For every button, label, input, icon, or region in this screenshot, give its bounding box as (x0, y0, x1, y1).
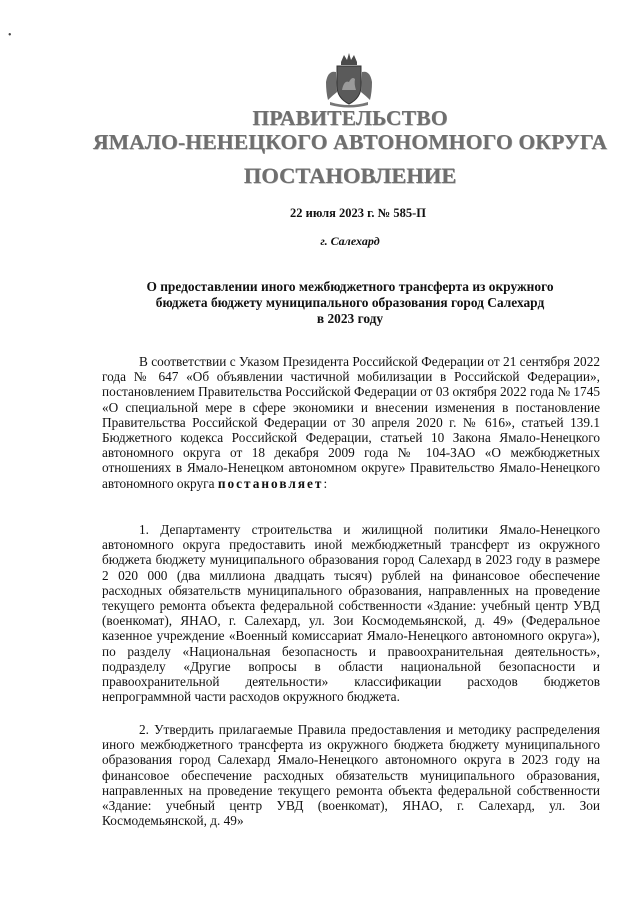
preamble-colon: : (323, 475, 328, 491)
clause-2-paragraph: 2. Утвердить прилагаемые Правила предоставления и методику распределения иного межбюджетного трансферта из окружного бюджета бюджету муниципального образования город Салехард Ямало-Ненецкого автономного округа в 2023 году на финансовое обеспечение расходных обязательств муниципального образования, направленных на проведение текущего ремонта объекта федеральной собственности «Здание: учебный центр УВД (военкомат), ЯНАО, г. Салехард, ул. Зои Космодемьянской, д. 49» (102, 722, 600, 829)
document-title-line1: О предоставлении иного межбюджетного трансферта из окружного (146, 279, 554, 294)
coat-of-arms-icon (322, 52, 376, 108)
government-title-line1: ПРАВИТЕЛЬСТВО (252, 106, 448, 130)
document-type-heading: ПОСТАНОВЛЕНИЕ (243, 163, 457, 188)
preamble-text: В соответствии с Указом Президента Российской Федерации от 21 сентября 2022 года № 647 «Об объявлении частичной мобилизации в Российской Федерации», постановлением Правительства Российской Федерации от 03 октября 2022 года № 1745 «О специальной мере в сфере экономики и внесении изменения в постановление Правительства Российской Федерации от 30 апреля 2020 г. № 616», статьей 139.1 Бюджетного кодекса Российской Федерации, статьей 10 Закона Ямало-Ненецкого автономного округа от 18 декабря 2009 года № 104-ЗАО «О межбюджетных отношениях в Ямало-Ненецком автономном округе» Правительство Ямало-Ненецкого автономного округа (102, 354, 600, 491)
government-title-line2: ЯМАЛО-НЕНЕЦКОГО АВТОНОМНОГО ОКРУГА (92, 130, 608, 154)
date-and-number: 22 июля 2023 г. № 585-П (290, 206, 426, 220)
resolves-keyword: постановляет (217, 475, 324, 491)
document-title-line3: в 2023 году (316, 311, 384, 326)
clause-1-paragraph: 1. Департаменту строительства и жилищной политики Ямало-Ненецкого автономного округа предоставить иной межбюджетный трансферт из окружного бюджета бюджету муниципального образования город Салехард в 2023 году в размере 2 020 000 (два миллиона двадцать тысяч) рублей на финансовое обеспечение расходных обязательств муниципального образования, направленных на проведение текущего ремонта объекта федеральной собственности «Здание: учебный центр УВД (военкомат), ЯНАО, г. Салехард, ул. Зои Космодемьянской, д. 49» (Федеральное казенное учреждение «Военный комиссариат Ямало-Ненецкого автономного округа»), по разделу «Национальная безопасность и правоохранительная деятельность», подразделу «Другие вопросы в области национальной безопасности и правоохранительной деятельности» классификации расходов бюджетов непрограммной части расходов окружного бюджета. (102, 522, 600, 705)
city-of-issue: г. Салехард (320, 234, 380, 248)
preamble-paragraph (102, 354, 600, 491)
document-title (112, 279, 588, 327)
margin-dot: • (8, 30, 12, 41)
document-title-line2: бюджета бюджету муниципального образования город Салехард (155, 295, 545, 310)
